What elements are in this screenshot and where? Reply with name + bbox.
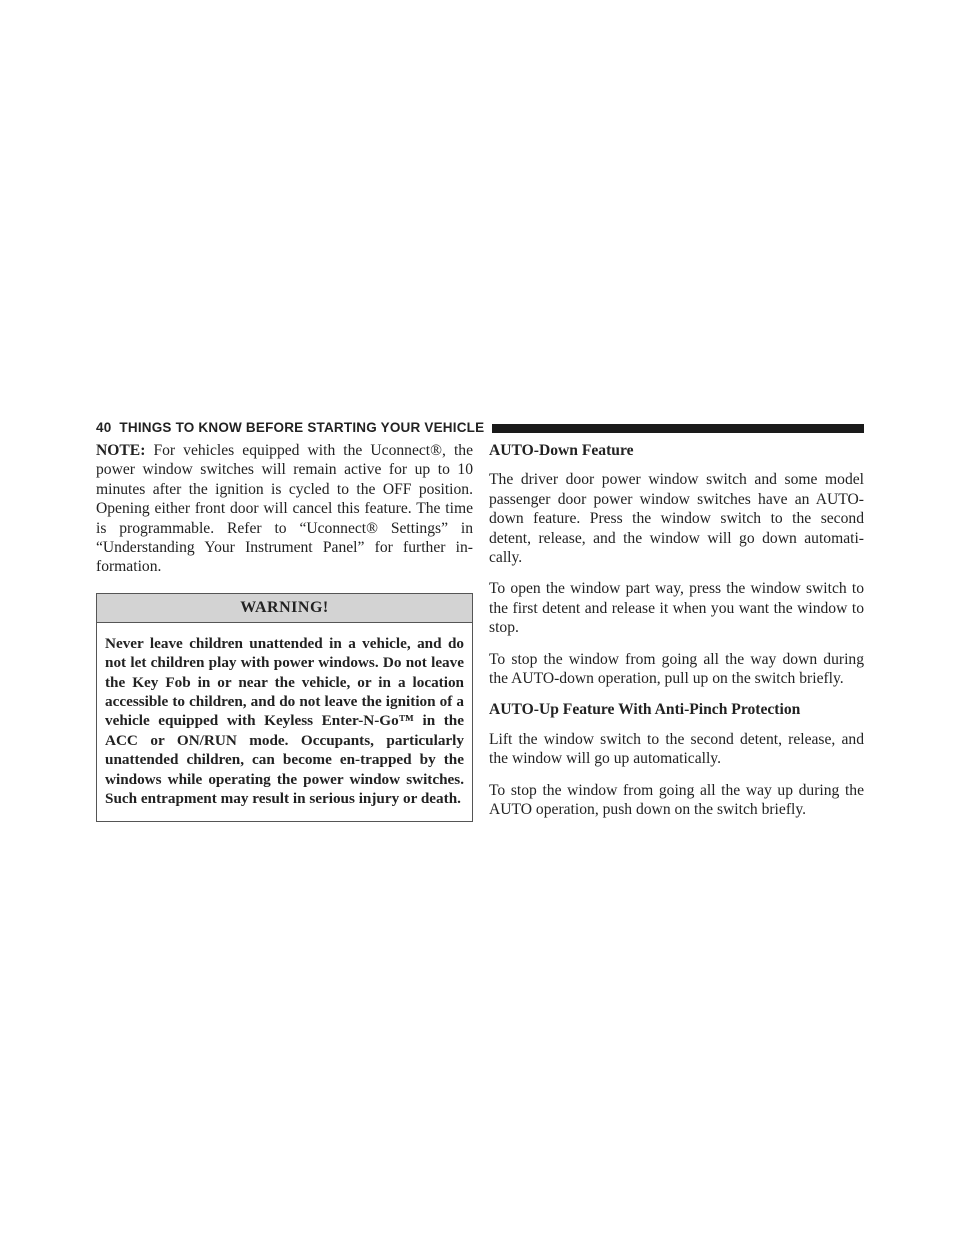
auto-up-paragraph-1: Lift the window switch to the second detent, release, and the window will go up automatically. (489, 730, 864, 768)
auto-down-paragraph-1: The driver door power window switch and some model passenger door power window switches have an AUTO-down feature. Press the window switch to the second detent, release, and the window will go down automati-cally. (489, 471, 864, 567)
auto-up-paragraph-2: To stop the window from going all the way up during the AUTO operation, push down on the switch briefly. (489, 781, 864, 819)
header-rule (492, 424, 864, 433)
note-paragraph (96, 441, 473, 577)
auto-down-heading: AUTO-Down Feature (489, 442, 634, 459)
section-title: THINGS TO KNOW BEFORE STARTING YOUR VEHICLE (119, 419, 485, 435)
warning-text: Never leave children unattended in a vehicle, and do not let children play with power windows. Do not leave the Key Fob in or near the vehicle, or in a location accessible to children, and do not leave the ignition of a vehicle equipped with Keyless Enter-N-Go™ in the ACC or ON/RUN mode. Occupants, particularly unattended children, can become en-trapped by the windows while operating the power window switches. Such entrapment may result in serious injury or death. (105, 634, 464, 808)
right-column (489, 441, 864, 832)
note-text: For vehicles equipped with the Uconnect®, the power window switches will remain active for up to 10 minutes after the ignition is cycled to the OFF position. Opening either front door will cancel this feature. The time is programmable. Refer to “Uconnect® Settings” in “Understanding Your Instrument Panel” for further in-formation. (96, 442, 473, 576)
left-column (96, 441, 473, 822)
auto-up-heading: AUTO-Up Feature With Anti-Pinch Protection (489, 701, 801, 719)
auto-down-paragraph-2: To open the window part way, press the window switch to the first detent and release it when you want the window to stop. (489, 580, 864, 637)
warning-title: WARNING! (97, 594, 472, 623)
page-header (96, 418, 864, 436)
warning-box (96, 593, 473, 822)
page-number: 40 (96, 419, 112, 435)
auto-down-paragraph-3: To stop the window from going all the way down during the AUTO-down operation, pull up on the switch briefly. (489, 650, 864, 688)
note-label: NOTE: (96, 442, 146, 459)
